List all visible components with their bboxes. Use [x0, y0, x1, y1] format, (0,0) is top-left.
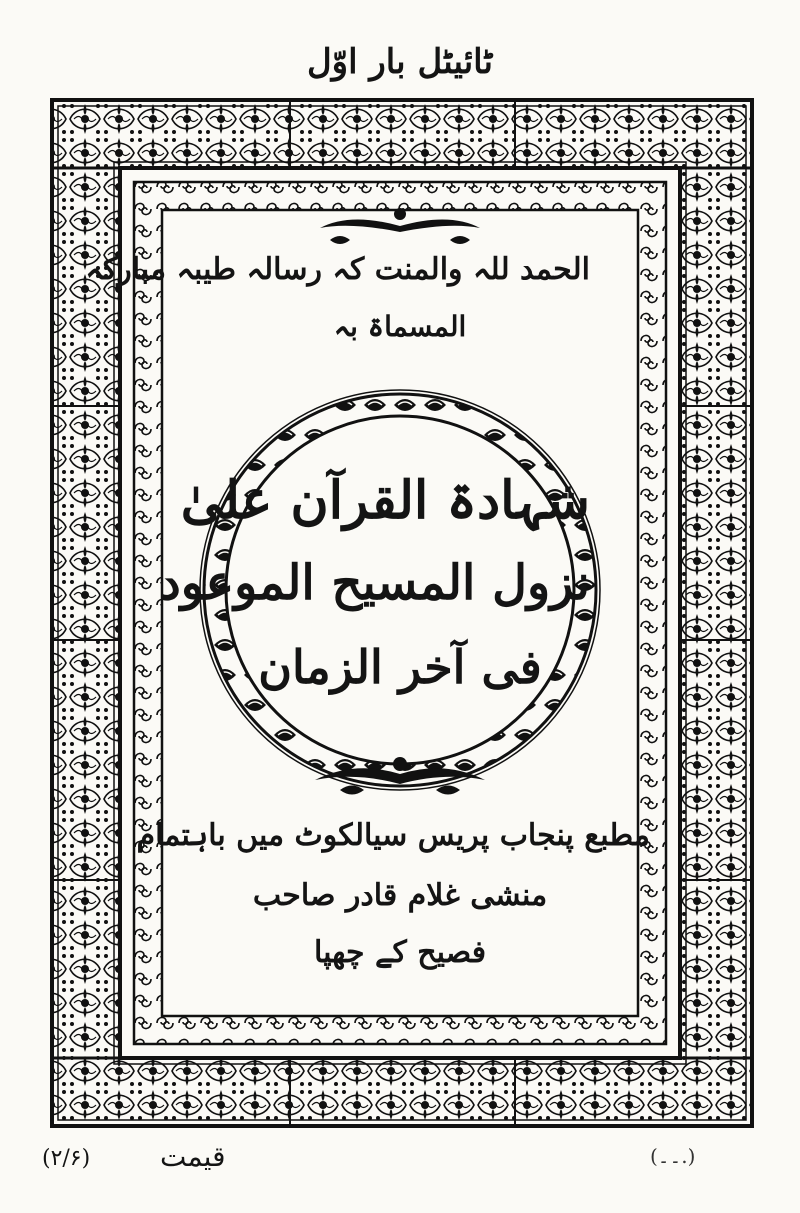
book-title-line-2: نزول المسیح الموعود	[159, 555, 590, 611]
price-label: قیمت	[160, 1140, 226, 1173]
margin-note: (.۔۔)	[650, 1144, 696, 1168]
dedication-line-2: المسماۃ بہ	[333, 310, 467, 343]
imprint-line-1: مطبع پنجاب پریس سیالکوٹ میں باہتمام	[136, 818, 650, 853]
edition-heading: ٹائیٹل بار اوّل	[306, 42, 494, 82]
book-title-line-3: فی آخر الزمان	[258, 640, 542, 694]
book-title-line-1: شہادۃ القرآن علیٰ	[180, 470, 590, 531]
imprint-line-2: منشی غلام قادر صاحب	[252, 878, 548, 913]
imprint-line-3: فصیح کے چھپا	[313, 935, 487, 970]
price-value: (۲/۶)	[42, 1146, 91, 1171]
dedication-line-1: الحمد للہ والمنت کہ رسالہ طیبہ مبارکہ	[85, 252, 590, 287]
title-medallion	[159, 430, 590, 750]
